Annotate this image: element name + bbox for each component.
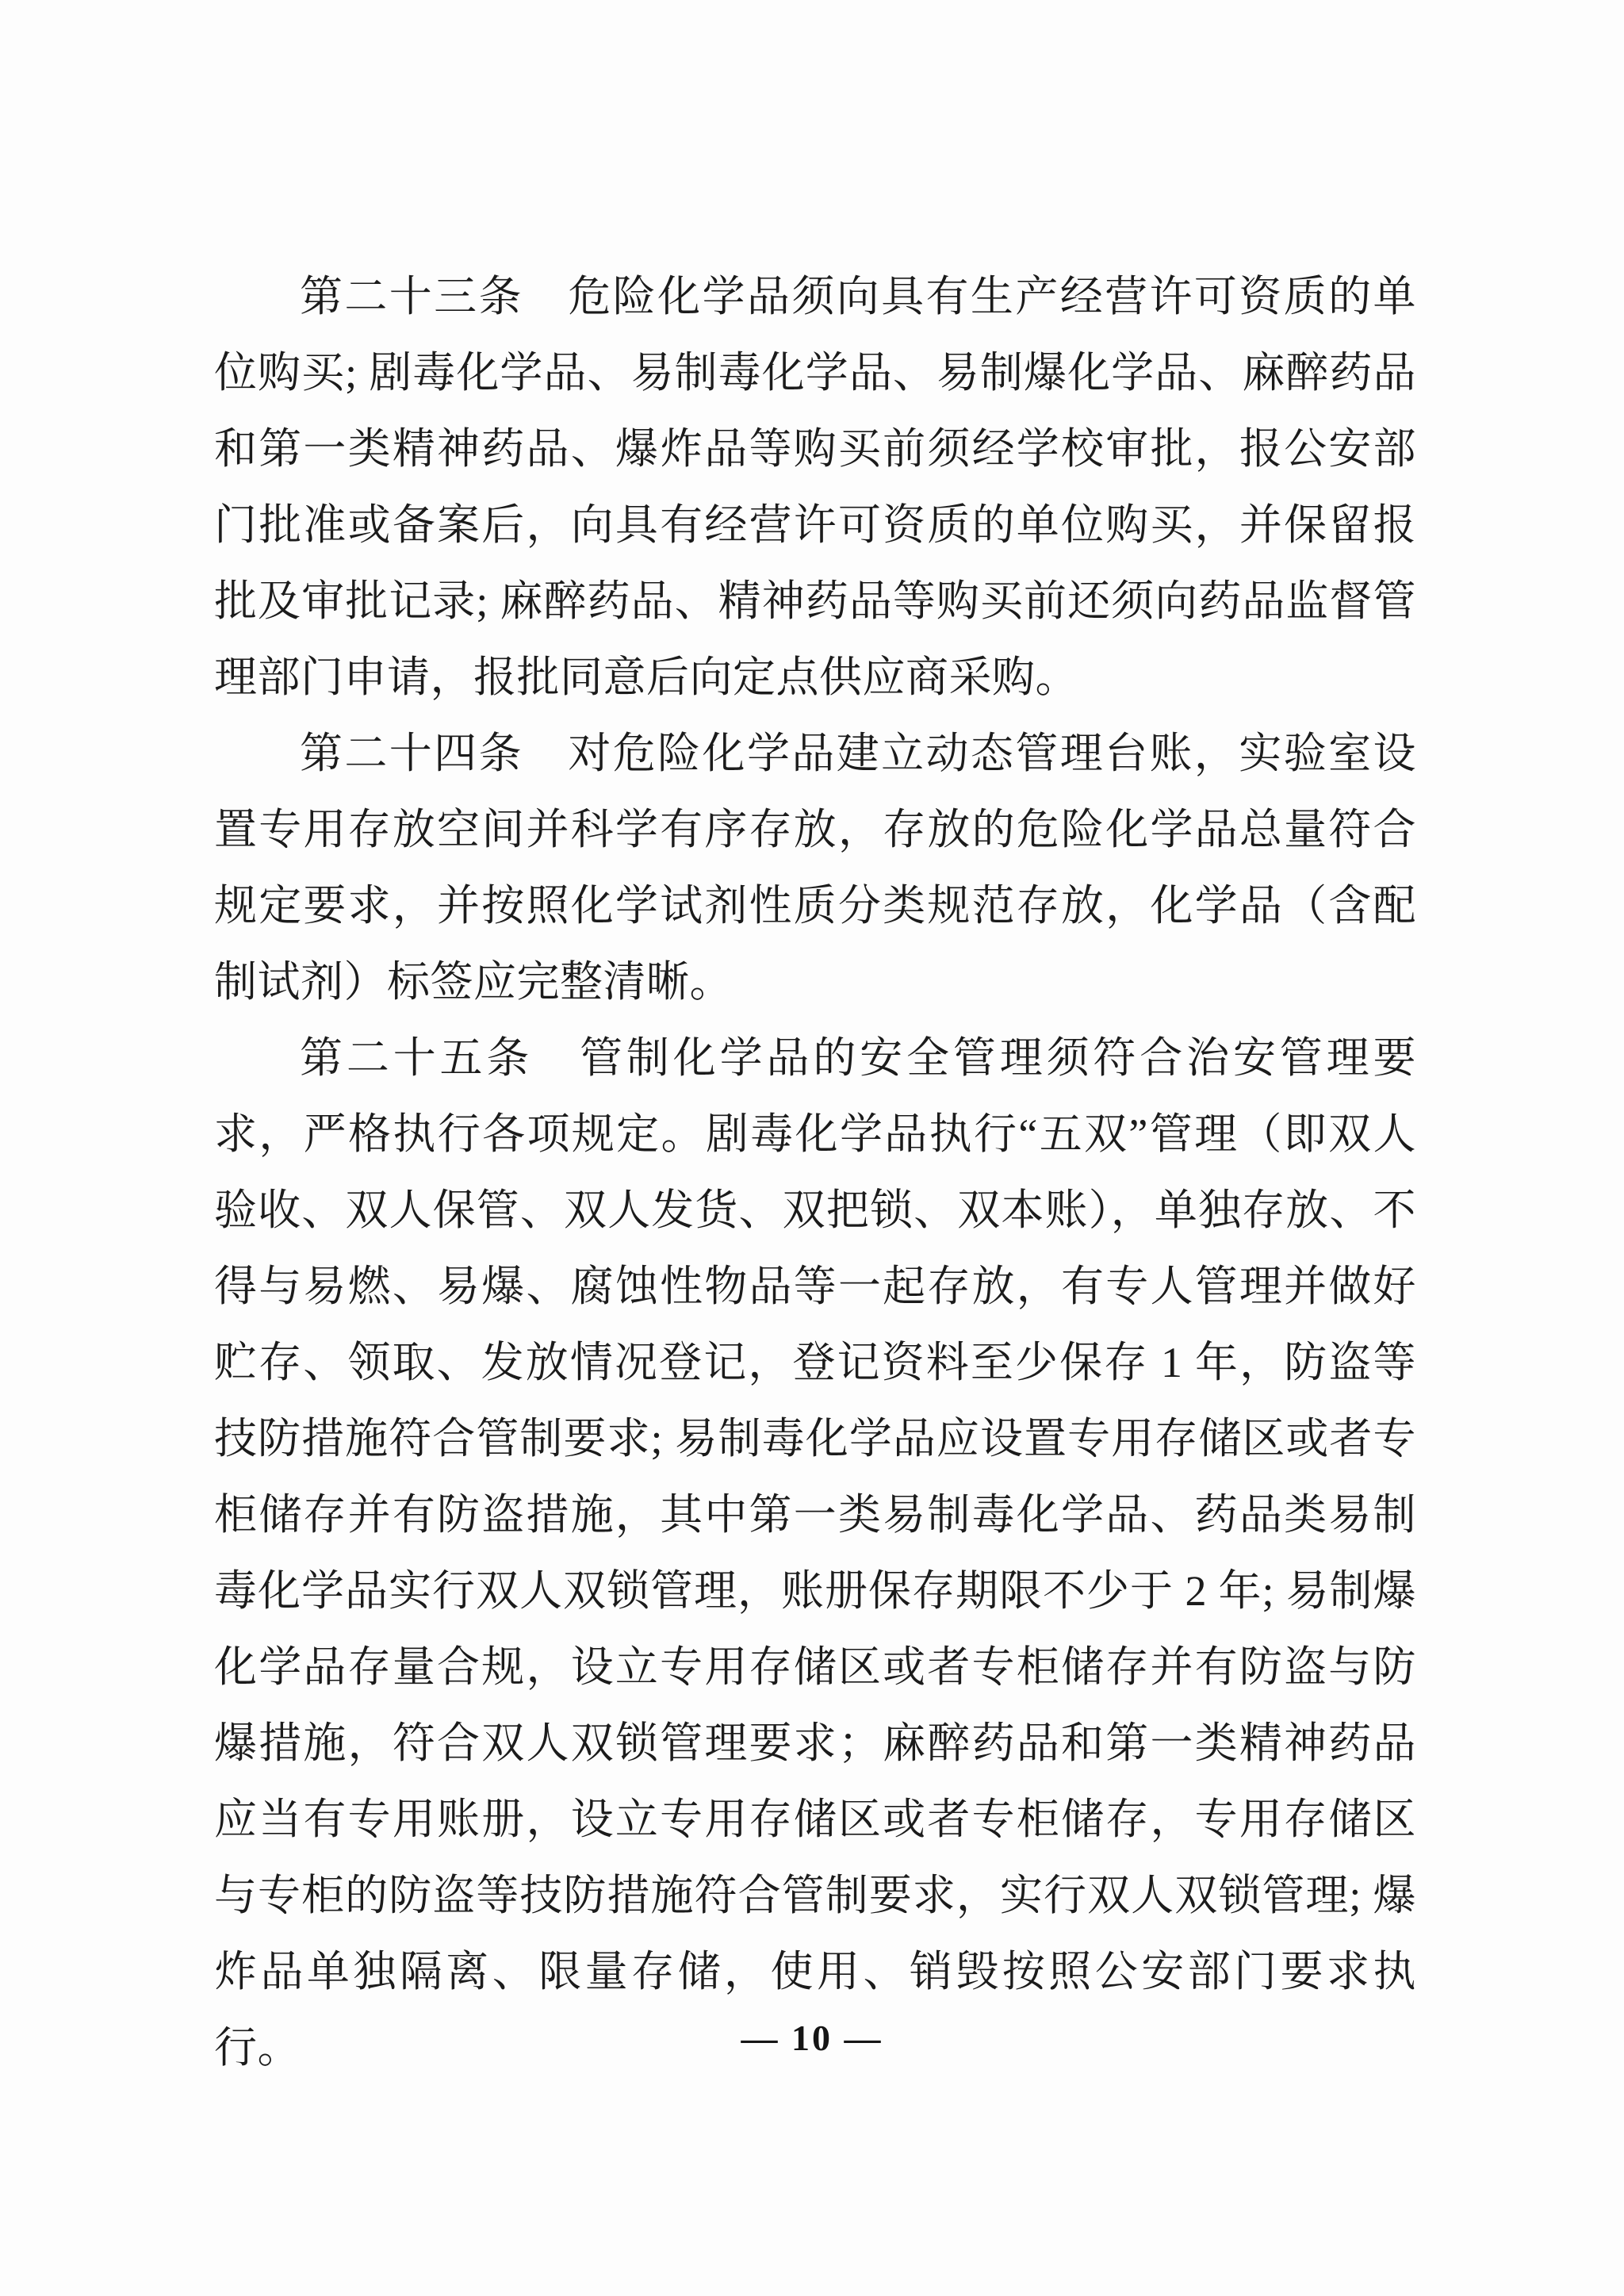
- paragraph-article-24: 第二十四条 对危险化学品建立动态管理台账，实验室设置专用存放空间并科学有序存放，存放的危险化学品总量符合规定要求，并按照化学试剂性质分类规范存放，化学品（含配制试剂）标签应完整清晰。: [214, 730, 1416, 1006]
- paragraph-article-25: 第二十五条 管制化学品的安全管理须符合治安管理要求，严格执行各项规定。剧毒化学品执行“五双”管理（即双人验收、双人保管、双人发货、双把锁、双本账），单独存放、不得与易燃、易爆、腐蚀性物品等一起存放，有专人管理并做好贮存、领取、发放情况登记，登记资料至少保存 1 年，防盗等技防措施符合管制要求; 易制毒化学品应设置专用存储区或者专柜储存并有防盗措施，其中第一类易制毒化学品、药品类易制毒化学品实行双人双锁管理，账册保存期限不少于 2 年; 易制爆化学品存量合规，设立专用存储区或者专柜储存并有防盗与防爆措施，符合双人双锁管理要求；麻醉药品和第一类精神药品应当有专用账册，设立专用存储区或者专柜储存，专用存储区与专柜的防盗等技防措施符合管制要求，实行双人双锁管理; 爆炸品单独隔离、限量存储，使用、销毁按照公安部门要求执行。: [214, 1034, 1416, 2072]
- document-body: [214, 259, 1416, 2086]
- paragraph-article-23: 第二十三条 危险化学品须向具有生产经营许可资质的单位购买; 剧毒化学品、易制毒化学品、易制爆化学品、麻醉药品和第一类精神药品、爆炸品等购买前须经学校审批，报公安部门批准或备案后，向具有经营许可资质的单位购买，并保留报批及审批记录; 麻醉药品、精神药品等购买前还须向药品监督管理部门申请，报批同意后向定点供应商采购。: [214, 273, 1416, 701]
- page-number: — 10 —: [741, 2018, 883, 2058]
- page-footer: [0, 2013, 1624, 2064]
